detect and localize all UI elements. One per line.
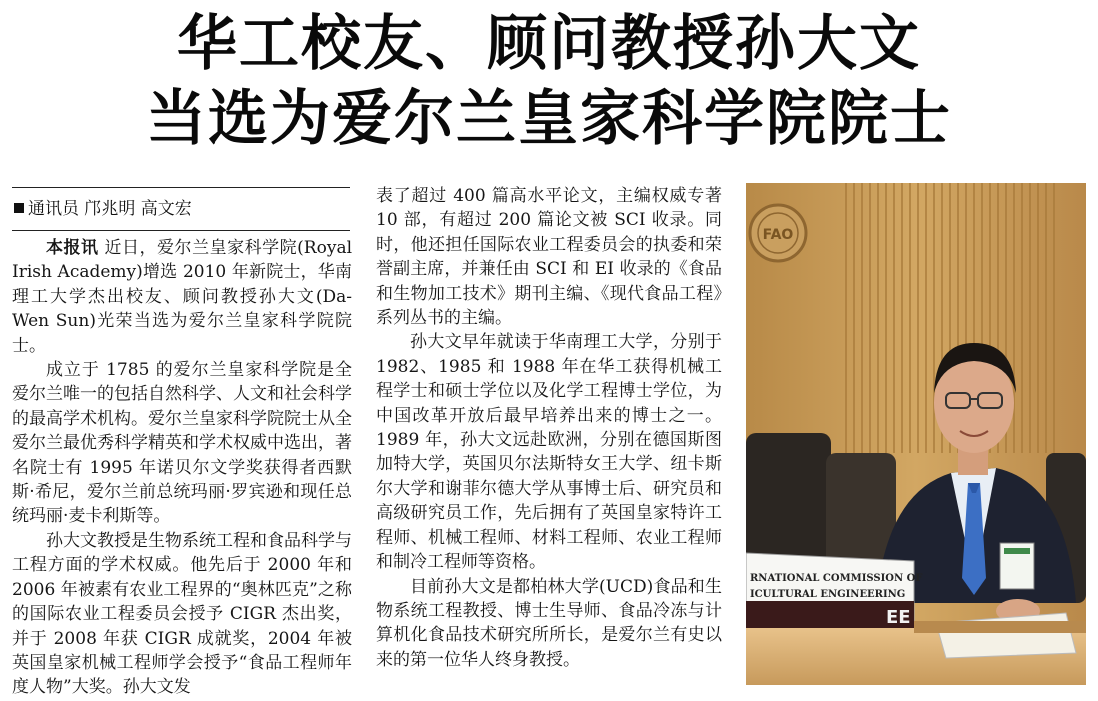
lead-label: 本报讯 xyxy=(46,238,99,258)
sign-text-line-1: RNATIONAL COMMISSION OF xyxy=(750,573,923,584)
headline xyxy=(0,6,1098,156)
paragraph: 成立于 1785 的爱尔兰皇家科学院是全爱尔兰唯一的包括自然科学、人文和社会科学的最高学术机构。爱尔兰皇家科学院院士从全爱尔兰最优秀科学精英和学术权威中选出，著名院士有 1995 年诺贝尔文学奖获得者西默斯·希尼，爱尔兰前总统玛丽·罗宾逊和现任总统玛丽·麦卡利斯等。 xyxy=(12,360,352,527)
fao-emblem-icon xyxy=(750,205,806,261)
emblem-text: FAO xyxy=(762,227,794,243)
paragraph-text: 近日，爱尔兰皇家科学院(Royal Irish Academy)增选 2010 年新院士，华南理工大学杰出校友、顾问教授孙大文(Da-Wen Sun)光荣当选为爱尔兰皇家科学院院士。 xyxy=(12,238,353,356)
headline-line-1: 华工校友、顾问教授孙大文 xyxy=(177,9,921,79)
article-column-2 xyxy=(376,184,722,672)
paragraph-continued: 表了超过 400 篇高水平论文，主编权威专著 10 部，有超过 200 篇论文被 SCI 收录。同时，他还担任国际农业工程委员会的执委和荣誉副主席，并兼任由 SCI 和 EI 收录的《食品和生物加工技术》期刊主编、《现代食品工程》系列丛书的主编。 xyxy=(376,186,722,329)
paragraph: 孙大文早年就读于华南理工大学，分别于 1982、1985 和 1988 年在华工获得机械工程学士和硕士学位以及化学工程博士学位，为中国改革开放后最早培养出来的博士之一。1989 年，孙大文远赴欧洲，分别在德国斯图加特大学，英国贝尔法斯特女王大学、纽卡斯尔大学和谢菲尔德大学从事博士后、研究员和高级研究员工作，先后拥有了英国皇家特许工程师、机械工程师、材料工程师、农业工程师和制冷工程师等资格。 xyxy=(376,332,722,573)
article-column-1 xyxy=(12,236,352,700)
portrait-photo xyxy=(746,183,1086,685)
headline-line-2: 当选为爱尔兰皇家科学院院士 xyxy=(146,84,952,154)
paragraph: 孙大文教授是生物系统工程和食品科学与工程方面的学术权威。他先后于 2000 年和 2006 年被素有农业工程界的“奥林匹克”之称的国际农业工程委员会授予 CIGR 杰出奖，并于 2008 年获 CIGR 成就奖，2004 年被英国皇家机械工程师学会授予“食品工程师年度人物”大奖。孙大文发 xyxy=(12,530,352,698)
byline-text: 通讯员 邝兆明 高文宏 xyxy=(28,199,192,219)
square-bullet-icon xyxy=(14,203,24,213)
byline xyxy=(12,187,350,231)
sign-text-line-2: ICULTURAL ENGINEERING xyxy=(750,589,906,600)
paragraph-lead xyxy=(12,236,352,358)
sign-text-line-3: EE xyxy=(886,607,911,628)
photo-illustration xyxy=(746,183,1086,685)
nameplate-sign xyxy=(746,553,922,631)
paragraph: 目前孙大文是都柏林大学(UCD)食品和生物系统工程教授、博士生导师、食品冷冻与计算机化食品技术研究所所长，是爱尔兰有史以来的第一位华人终身教授。 xyxy=(376,576,722,670)
